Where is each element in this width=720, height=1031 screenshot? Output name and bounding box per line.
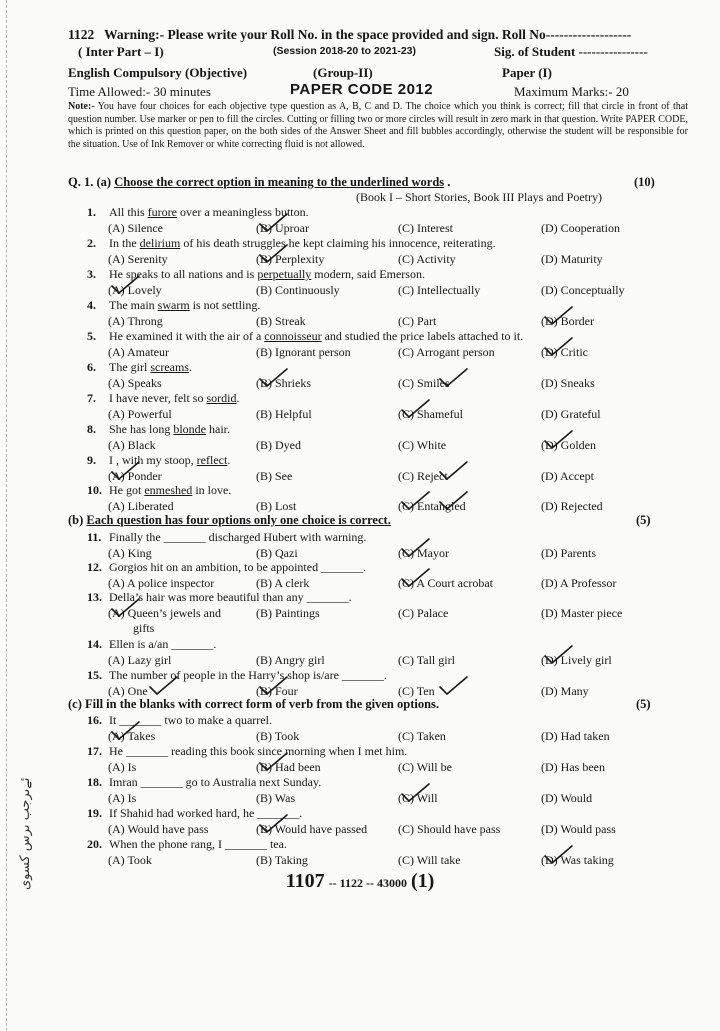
- section-c-heading: [68, 697, 439, 712]
- option-a: (A) Amateur: [108, 345, 169, 359]
- question-number: 13.: [87, 590, 102, 604]
- question-stem: [87, 668, 387, 683]
- option-b: (B) Uproar: [256, 221, 309, 235]
- option-d: (D) Grateful: [541, 407, 601, 421]
- question-number: 15.: [87, 668, 102, 682]
- question-stem: [87, 329, 523, 344]
- instructions-note: [68, 101, 688, 151]
- margin-handwriting: ئےىرجب ىرس كسوى: [18, 777, 33, 890]
- option-b: (B) Angry girl: [256, 653, 325, 667]
- question-number: 20.: [87, 837, 102, 851]
- underlined-word: screams: [150, 360, 189, 374]
- question-text: If Shahid had worked hard, he _______.: [109, 806, 303, 820]
- option-d: (D) Maturity: [541, 252, 603, 266]
- option-d: (D) Was taking: [541, 853, 614, 867]
- option-a: (A) Would have pass: [108, 822, 209, 836]
- question-number: 14.: [87, 637, 102, 651]
- option-d: (D) Critic: [541, 345, 588, 359]
- option-d: (D) Has been: [541, 760, 605, 774]
- question-number: 12.: [87, 560, 102, 574]
- option-a: (A) Took: [108, 853, 152, 867]
- option-c: (C) Intellectually: [398, 283, 481, 297]
- option-d: (D) Conceptually: [541, 283, 625, 297]
- option-c: (C) Shameful: [398, 407, 463, 421]
- question-stem: [87, 483, 231, 498]
- question-stem: [87, 236, 496, 251]
- tick-mark: [400, 568, 430, 588]
- tick-mark: [438, 676, 468, 696]
- question-stem: [87, 775, 321, 790]
- tick-mark: [438, 368, 468, 388]
- tick-mark: [543, 645, 573, 665]
- tick-mark: [543, 430, 573, 450]
- question-text: Finally the _______ discharged Hubert with warning.: [109, 530, 367, 544]
- section-a-subtitle: (Book I – Short Stories, Book III Plays and Poetry): [356, 190, 602, 204]
- warning-text: Warning:- Please write your Roll No. in the space provided and sign. Roll No-------------------: [104, 27, 632, 42]
- question-number: 2.: [87, 236, 96, 250]
- tick-mark: [438, 491, 468, 511]
- option-b: (B) A clerk: [256, 576, 310, 590]
- option-c: (C) A Court acrobat: [398, 576, 493, 590]
- underlined-word: perpetually: [257, 267, 312, 281]
- underlined-word: furore: [147, 205, 177, 219]
- option-d: (D) Would: [541, 791, 593, 805]
- section-a-title: Choose the correct option in meaning to the underlined words: [114, 175, 445, 189]
- tick-mark: [110, 598, 140, 618]
- paper-code: PAPER CODE 2012: [290, 81, 434, 98]
- footer-series: -- 1122 -- 43000: [328, 876, 407, 890]
- option-b: (B) Taking: [256, 853, 308, 867]
- option-d: (D) Border: [541, 314, 594, 328]
- question-text: He _______ reading this book since morning when I met him.: [109, 744, 408, 758]
- option-b: (B) Took: [256, 729, 300, 743]
- section-c-number: (c): [68, 697, 82, 711]
- underlined-word: delirium: [139, 236, 181, 250]
- option-c: (C) White: [398, 438, 447, 452]
- footer-copy: (1): [410, 870, 435, 892]
- underlined-word: swarm: [157, 298, 190, 312]
- question-stem: [87, 530, 366, 545]
- option-c: (C) Reject: [398, 469, 448, 483]
- option-b: (B) Helpful: [256, 407, 312, 421]
- question-text: She has long blonde hair.: [109, 422, 231, 436]
- option-a: (A) A police inspector: [108, 576, 215, 590]
- tick-mark: [258, 752, 288, 772]
- option-a-continued: gifts: [133, 621, 155, 635]
- question-number: 18.: [87, 775, 102, 789]
- option-d: (D) Many: [541, 684, 589, 698]
- section-c-title: Fill in the blanks with correct form of verb from the given options.: [85, 697, 440, 711]
- option-c: (C) Activity: [398, 252, 456, 266]
- section-b-title: Each question has four options only one choice is correct.: [86, 513, 391, 527]
- option-d: (D) Lively girl: [541, 653, 612, 667]
- option-b: (B) Was: [256, 791, 296, 805]
- section-c-marks: (5): [636, 697, 651, 711]
- question-number: 7.: [87, 391, 96, 405]
- option-a: (A) Powerful: [108, 407, 172, 421]
- question-text: All this furore over a meaningless button.: [109, 205, 309, 219]
- tick-mark: [543, 337, 573, 357]
- option-c: (C) Entangled: [398, 499, 466, 513]
- question-stem: [87, 360, 192, 375]
- tick-mark: [258, 213, 288, 233]
- option-d: (D) A Professor: [541, 576, 617, 590]
- option-a: (A) Is: [108, 760, 137, 774]
- section-b-number: (b): [68, 513, 84, 527]
- option-b: (B) Dyed: [256, 438, 301, 452]
- tick-mark: [258, 814, 288, 834]
- question-text: Imran _______ go to Australia next Sunday.: [109, 775, 322, 789]
- option-b: (B) Paintings: [256, 606, 320, 620]
- question-stem: [87, 560, 366, 575]
- question-stem: [87, 744, 407, 759]
- option-a: (A) Ponder: [108, 469, 162, 483]
- paper-number: 1122: [68, 27, 95, 42]
- question-number: 1.: [87, 205, 96, 219]
- option-c: (C) Will: [398, 791, 438, 805]
- question-text: It _______ two to make a quarrel.: [109, 713, 272, 727]
- option-a: (A) Liberated: [108, 499, 174, 513]
- time-allowed: Time Allowed:- 30 minutes: [68, 84, 211, 99]
- option-c: (C) Should have pass: [398, 822, 501, 836]
- question-number: 9.: [87, 453, 96, 467]
- option-a: (A) Queen’s jewels and: [108, 606, 221, 620]
- underlined-word: connoisseur: [264, 329, 322, 343]
- option-b: (B) Had been: [256, 760, 321, 774]
- option-d: (D) Master piece: [541, 606, 623, 620]
- question-number: 16.: [87, 713, 102, 727]
- option-a: (A) Lovely: [108, 283, 162, 297]
- option-d: (D) Parents: [541, 546, 596, 560]
- option-c: (C) Ten: [398, 684, 435, 698]
- option-a: (A) Serenity: [108, 252, 168, 266]
- question-text: Della’s hair was more beautiful than any _______.: [109, 590, 352, 604]
- underlined-word: reflect: [196, 453, 228, 467]
- option-a: (A) Throng: [108, 314, 163, 328]
- option-a: (A) One: [108, 684, 148, 698]
- group-label: (Group-II): [313, 65, 373, 80]
- option-d: (D) Had taken: [541, 729, 610, 743]
- tick-mark: [543, 845, 573, 865]
- question-text: He speaks to all nations and is perpetually modern, said Emerson.: [109, 267, 425, 281]
- tick-mark: [258, 676, 288, 696]
- option-d: (D) Golden: [541, 438, 596, 452]
- question-stem: [87, 637, 216, 652]
- question-stem: [87, 837, 287, 852]
- option-a: (A) King: [108, 546, 152, 560]
- underlined-word: enmeshed: [144, 483, 193, 497]
- option-b: (B) Streak: [256, 314, 306, 328]
- tick-mark: [258, 244, 288, 264]
- option-c: (C) Tall girl: [398, 653, 455, 667]
- question-stem: [87, 453, 230, 468]
- tick-mark: [438, 461, 468, 481]
- option-c: (C) Will take: [398, 853, 461, 867]
- option-d: (D) Would pass: [541, 822, 616, 836]
- question-number: 10.: [87, 483, 102, 497]
- question-text: When the phone rang, I _______ tea.: [109, 837, 287, 851]
- session-text: (Session 2018-20 to 2021-23): [273, 45, 416, 57]
- option-b: (B) Shrieks: [256, 376, 311, 390]
- subject-name: English Compulsory (Objective): [68, 65, 248, 80]
- option-d: (D) Rejected: [541, 499, 603, 513]
- option-c: (C) Interest: [398, 221, 453, 235]
- footer-number: 1107: [285, 870, 325, 892]
- tick-mark: [400, 491, 430, 511]
- question-text: In the delirium of his death struggles he kept claiming his innocence, reiterating.: [109, 236, 496, 250]
- option-b: (B) Ignorant person: [256, 345, 351, 359]
- question-text: The main swarm is not settling.: [109, 298, 261, 312]
- question-number: 8.: [87, 422, 96, 436]
- option-c: (C) Will be: [398, 760, 452, 774]
- question-number: 3.: [87, 267, 96, 281]
- option-b: (B) Four: [256, 684, 298, 698]
- section-b-heading: [68, 513, 391, 528]
- option-c: (C) Smiles: [398, 376, 450, 390]
- tick-mark: [258, 368, 288, 388]
- section-a-heading: Q. 1. (a) Choose the correct option in meaning to the underlined words .: [68, 175, 451, 189]
- question-text: The number of people in the Harry’s shop is/are _______.: [109, 668, 387, 682]
- option-a: (A) Lazy girl: [108, 653, 172, 667]
- tick-mark: [543, 306, 573, 326]
- option-c: (C) Palace: [398, 606, 449, 620]
- tick-mark: [400, 538, 430, 558]
- question-text: Gorgios hit on an ambition, to be appointed _______.: [109, 560, 367, 574]
- option-c: (C) Taken: [398, 729, 446, 743]
- question-stem: [87, 422, 230, 437]
- question-number: 19.: [87, 806, 102, 820]
- question-text: The girl screams.: [109, 360, 192, 374]
- option-a: (A) Speaks: [108, 376, 162, 390]
- note-label: Note:-: [68, 101, 95, 112]
- tick-mark: [110, 461, 140, 481]
- question-stem: [87, 298, 260, 313]
- option-b: (B) Would have passed: [256, 822, 368, 836]
- question-number: 4.: [87, 298, 96, 312]
- section-b-marks: (5): [636, 513, 651, 527]
- option-a: (A) Silence: [108, 221, 163, 235]
- question-text: He got enmeshed in love.: [109, 483, 232, 497]
- question-text: Ellen is a/an _______.: [109, 637, 217, 651]
- footer-code: [0, 870, 720, 893]
- option-d: (D) Accept: [541, 469, 594, 483]
- option-a: (A) Black: [108, 438, 156, 452]
- question-text: He examined it with the air of a connoisseur and studied the price labels attached to it.: [109, 329, 524, 343]
- option-c: (C) Arrogant person: [398, 345, 495, 359]
- option-b: (B) Lost: [256, 499, 297, 513]
- underlined-word: sordid: [206, 391, 237, 405]
- header-row-1: [68, 27, 631, 43]
- option-b: (B) Continuously: [256, 283, 340, 297]
- tick-mark: [148, 676, 178, 696]
- option-a: (A) Is: [108, 791, 137, 805]
- signature-field: Sig. of Student ----------------: [494, 44, 648, 59]
- tick-mark: [110, 721, 140, 741]
- tick-mark: [400, 783, 430, 803]
- note-text: You have four choices for each objective type question as A, B, C and D. The choice which you think is correct; fill that circle in front of that question number. Use marker or pen to fill the circles. Cutting or filling two or more circles will result in zero mark in that question. Write PAPER CODE, which is printed on this question paper, on the both sides of the Answer Sheet and fill bubbles accordingly, otherwise the student will be responsible for the situation. Use of Ink Remover or white correcting fluid is not allowed.: [68, 101, 688, 150]
- option-b: (B) Qazi: [256, 546, 298, 560]
- question-text: I have never, felt so sordid.: [109, 391, 240, 405]
- question-number: 6.: [87, 360, 96, 374]
- section-a-number: Q. 1. (a): [68, 175, 112, 189]
- question-number: 5.: [87, 329, 96, 343]
- inter-part: ( Inter Part – I): [78, 44, 164, 59]
- option-a: (A) Takes: [108, 729, 156, 743]
- option-c: (C) Part: [398, 314, 437, 328]
- question-number: 11.: [87, 530, 102, 544]
- maximum-marks: Maximum Marks:- 20: [514, 84, 629, 99]
- option-d: (D) Cooperation: [541, 221, 620, 235]
- question-number: 17.: [87, 744, 102, 758]
- question-text: I , with my stoop, reflect.: [109, 453, 231, 467]
- question-stem: [87, 391, 239, 406]
- option-b: (B) Perplexity: [256, 252, 325, 266]
- underlined-word: blonde: [173, 422, 207, 436]
- tick-mark: [400, 399, 430, 419]
- option-c: (C) Mayor: [398, 546, 449, 560]
- option-d: (D) Sneaks: [541, 376, 595, 390]
- paper-label: Paper (I): [502, 65, 552, 80]
- option-b: (B) See: [256, 469, 293, 483]
- section-a-marks: (10): [634, 175, 655, 189]
- tick-mark: [110, 275, 140, 295]
